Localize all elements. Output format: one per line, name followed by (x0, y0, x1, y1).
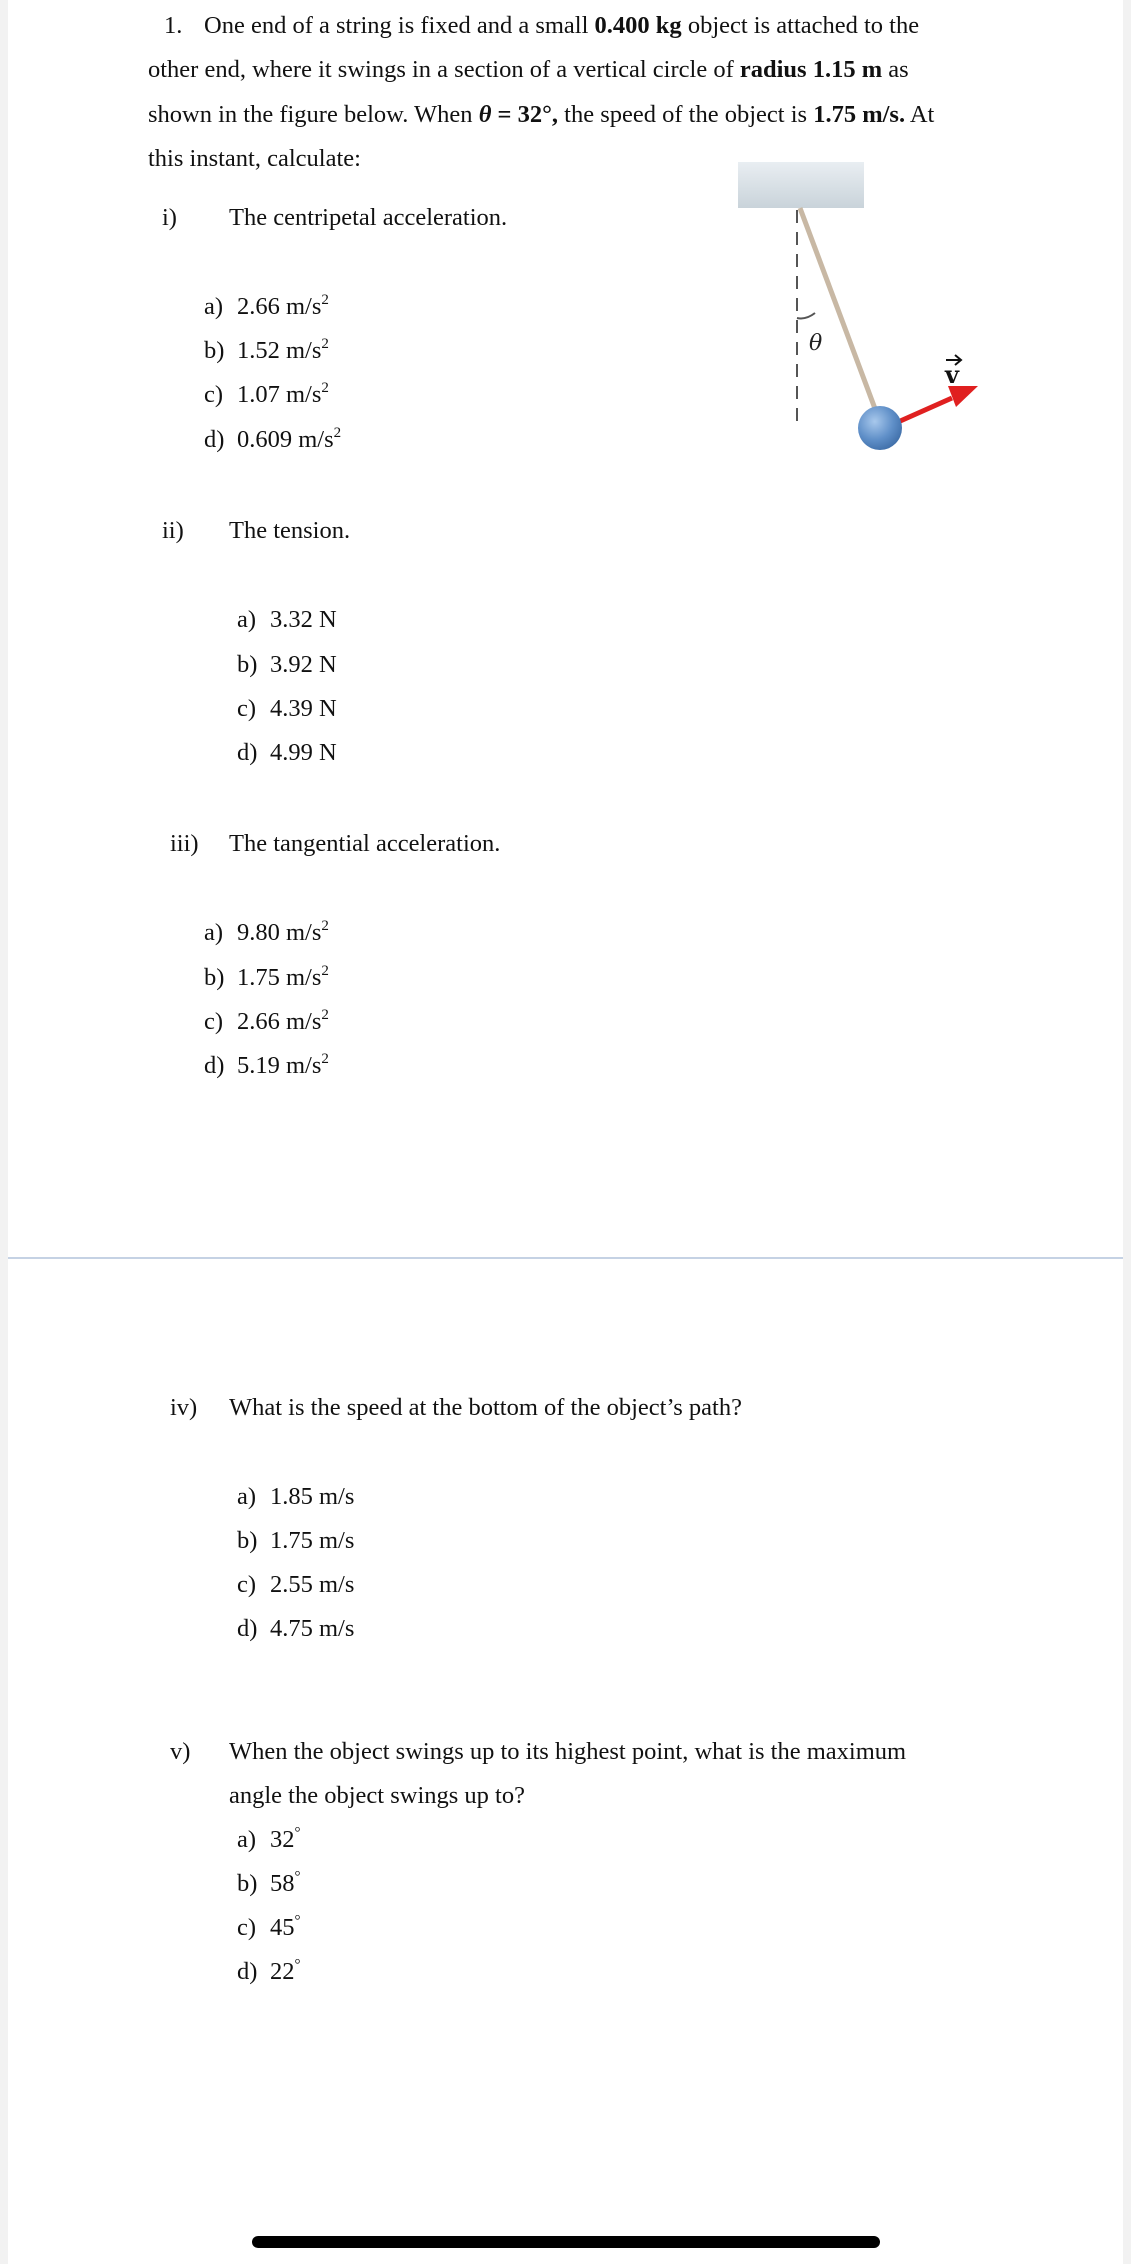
part-2-option-a: a) 3.32 N (237, 606, 337, 633)
part-1-option-a: a) 2.66 $m/s^2$ (204, 292, 329, 320)
part-5-option-a: a) 32° (237, 1825, 301, 1853)
velocity-label: v (945, 360, 959, 389)
part-4-text: What is the speed at the bottom of the object’s path? (229, 1394, 742, 1421)
part-5-option-d: d) 22° (237, 1957, 301, 1985)
part-2-number: ii) (162, 517, 184, 544)
angle-arc (797, 313, 815, 318)
part-1-number: i) (162, 204, 177, 231)
home-indicator[interactable] (252, 2236, 880, 2248)
question-number: 1. (164, 12, 183, 39)
question-line-3: shown in the figure below. When θ = 32°, the speed of the object is 1.75 m/s. At (148, 101, 935, 128)
part-1-option-d: d) 0.609 $m/s^2$ (204, 425, 342, 453)
pendulum-figure (730, 160, 990, 460)
part-2-option-b: b) 3.92 N (237, 651, 337, 678)
velocity-arrowhead (948, 386, 978, 407)
part-3-option-b: b) 1.75 $m/s^2$ (204, 963, 329, 991)
part-2-text: The tension. (229, 517, 351, 544)
velocity-arrow (898, 398, 952, 422)
part-5-option-c: c) 45° (237, 1913, 301, 1941)
question-line-4: this instant, calculate: (148, 145, 361, 172)
part-3-option-a: a) 9.80 $m/s^2$ (204, 918, 329, 946)
angle-label: θ (809, 331, 823, 356)
ceiling-support (738, 162, 864, 208)
part-4-number: iv) (170, 1394, 198, 1421)
part-3-text: The tangential acceleration. (229, 830, 501, 857)
part-1-option-b: b) 1.52 $m/s^2$ (204, 336, 329, 364)
part-1-option-c: c) 1.07 $m/s^2$ (204, 380, 329, 408)
part-4-option-a: a) 1.85 m/s (237, 1483, 355, 1510)
part-5-number: v) (170, 1738, 191, 1765)
pendulum-bob (858, 406, 902, 450)
part-4-option-d: d) 4.75 m/s (237, 1615, 355, 1642)
part-5-option-b: b) 58° (237, 1869, 301, 1897)
part-4-option-c: c) 2.55 m/s (237, 1571, 355, 1598)
question-line-2: other end, where it swings in a section of a vertical circle of radius 1.15 m as (148, 56, 909, 83)
part-5-text-line-2: angle the object swings up to? (229, 1782, 525, 1809)
part-3-option-d: d) 5.19 $m/s^2$ (204, 1051, 329, 1079)
question-line-1: One end of a string is fixed and a small 0.400 kg object is attached to the (204, 12, 920, 39)
part-1-text: The centripetal acceleration. (229, 204, 508, 231)
part-3-option-c: c) 2.66 $m/s^2$ (204, 1007, 329, 1035)
part-5-text: When the object swings up to its highest point, what is the maximum (229, 1738, 907, 1765)
part-4-option-b: b) 1.75 m/s (237, 1527, 355, 1554)
part-2-option-c: c) 4.39 N (237, 695, 337, 722)
part-2-option-d: d) 4.99 N (237, 739, 337, 766)
part-3-number: iii) (170, 830, 199, 857)
